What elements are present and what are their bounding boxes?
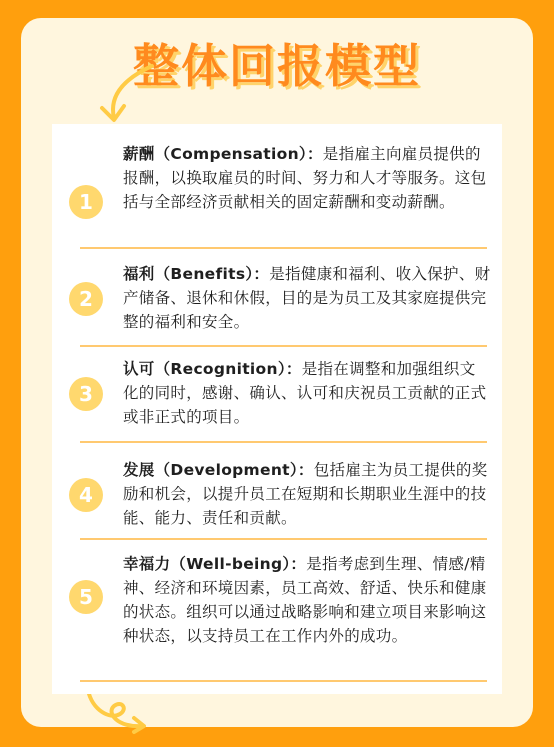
divider: [80, 538, 487, 540]
item-text: [123, 458, 491, 530]
item-desc: 是指在调整和加强组织文化的同时，感谢、确认、认可和庆祝员工贡献的正式或非正式的项目。: [123, 360, 487, 426]
item-desc: 是指健康和福利、收入保护、财产储备、退休和休假，目的是为员工及其家庭提供完整的福利和安全。: [123, 265, 491, 331]
content-panel: [52, 124, 502, 694]
number-badge: 4: [69, 478, 103, 512]
item-text: [123, 357, 491, 429]
item-text: [123, 552, 491, 648]
item-text: [123, 262, 491, 334]
item-text: [123, 142, 491, 214]
number-badge: 2: [69, 282, 103, 316]
item-term: 福利（Benefits）：: [123, 265, 270, 283]
item-term: 幸福力（Well-being）：: [123, 555, 307, 573]
divider: [80, 680, 487, 682]
item-term: 发展（Development）：: [123, 461, 314, 479]
number-badge: 1: [69, 185, 103, 219]
item-term: 薪酬（Compensation）：: [123, 145, 323, 163]
curved-arrow-icon: [90, 62, 170, 132]
item-term: 认可（Recognition）：: [123, 360, 302, 378]
number-badge: 3: [69, 377, 103, 411]
number-badge: 5: [69, 580, 103, 614]
divider: [80, 441, 487, 443]
page-title: 整体回报模型: [133, 39, 421, 93]
divider: [80, 247, 487, 249]
item-desc: 是指雇主向雇员提供的报酬，以换取雇员的时间、努力和人才等服务。这包括与全部经济贡献相关的固定薪酬和变动薪酬。: [123, 145, 487, 211]
item-desc: 是指考虑到生理、情感/精神、经济和环境因素，员工高效、舒适、快乐和健康的状态。组织可以通过战略影响和建立项目来影响这种状态，以支持员工在工作内外的成功。: [123, 555, 487, 645]
item-desc: 包括雇主为员工提供的奖励和机会，以提升员工在短期和长期职业生涯中的技能、能力、责任和贡献。: [123, 461, 488, 527]
divider: [80, 345, 487, 347]
